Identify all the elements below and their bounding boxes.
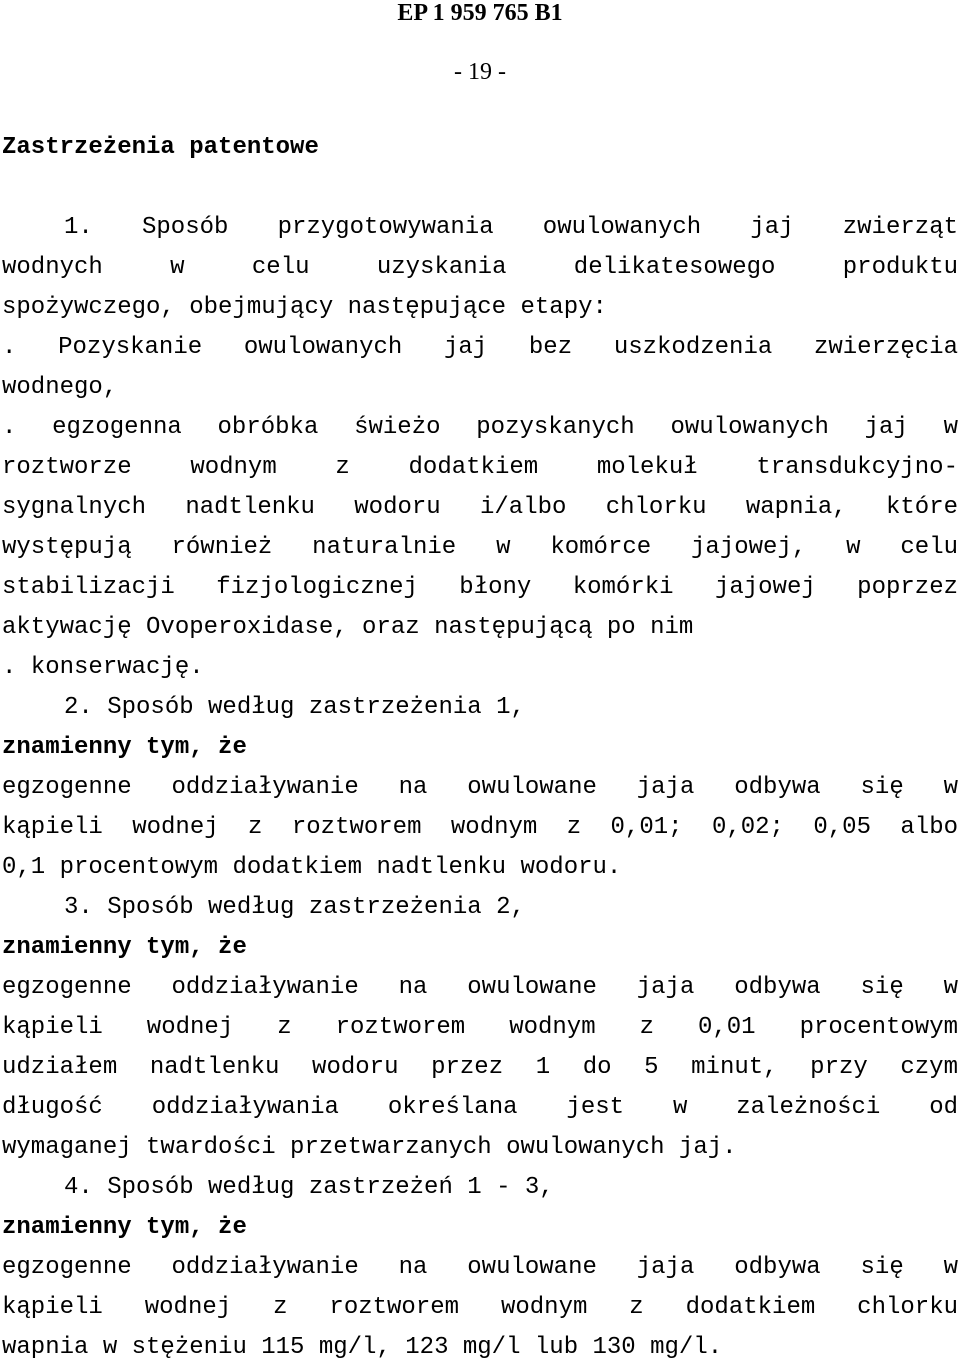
claim-4-characterizing-phrase: znamienny tym, że xyxy=(2,1214,247,1241)
claim-4-line: kąpieli wodnej z roztworem wodnym z dodatkiem chlorku xyxy=(2,1294,958,1321)
claim-4-line: 4. Sposób według zastrzeżeń 1 - 3, xyxy=(64,1174,554,1201)
claim-4-line: egzogenne oddziaływanie na owulowane jaja odbywa się w xyxy=(2,1254,958,1281)
claims-body xyxy=(2,128,958,1368)
claim-1-line: aktywację Ovoperoxidase, oraz następującą po nim xyxy=(2,614,694,641)
claim-3-line: udziałem nadtlenku wodoru przez 1 do 5 minut, przy czym xyxy=(2,1054,958,1081)
claim-3-characterizing-phrase: znamienny tym, że xyxy=(2,934,247,961)
section-title: Zastrzeżenia patentowe xyxy=(2,134,319,161)
claim-3-line: egzogenne oddziaływanie na owulowane jaja odbywa się w xyxy=(2,974,958,1001)
claim-1-line: występują również naturalnie w komórce jajowej, w celu xyxy=(2,534,958,561)
claim-3-line: 3. Sposób według zastrzeżenia 2, xyxy=(64,894,525,921)
claim-1-line: 1. Sposób przygotowywania owulowanych jaj zwierząt xyxy=(64,214,958,241)
claim-2-line: 0,1 procentowym dodatkiem nadtlenku wodoru. xyxy=(2,854,622,881)
claim-3-line: kąpieli wodnej z roztworem wodnym z 0,01 procentowym xyxy=(2,1014,958,1041)
claim-1-line: roztworze wodnym z dodatkiem molekuł transdukcyjno- xyxy=(2,454,958,481)
claim-1-line: wodnego, xyxy=(2,374,118,401)
spacer xyxy=(2,168,958,208)
claim-1-line: wodnych w celu uzyskania delikatesowego produktu xyxy=(2,254,958,281)
claim-1-line: . egzogenna obróbka świeżo pozyskanych owulowanych jaj w xyxy=(2,414,958,441)
claim-3-line: wymaganej twardości przetwarzanych owulowanych jaj. xyxy=(2,1134,737,1161)
claim-2-line: egzogenne oddziaływanie na owulowane jaja odbywa się w xyxy=(2,774,958,801)
claim-4-line: wapnia w stężeniu 115 mg/l, 123 mg/l lub 130 mg/l. xyxy=(2,1334,723,1361)
claim-2-characterizing-phrase: znamienny tym, że xyxy=(2,734,247,761)
claim-1-line: . konserwację. xyxy=(2,654,204,681)
claim-1-line: sygnalnych nadtlenku wodoru i/albo chlorku wapnia, które xyxy=(2,494,958,521)
page-number: - 19 - xyxy=(454,59,506,85)
claim-1-line: spożywczego, obejmujący następujące etapy: xyxy=(2,294,607,321)
claim-1-line: stabilizacji fizjologicznej błony komórki jajowej poprzez xyxy=(2,574,958,601)
claim-2-line: kąpieli wodnej z roztworem wodnym z 0,01; 0,02; 0,05 albo xyxy=(2,814,958,841)
document-number: EP 1 959 765 B1 xyxy=(397,0,563,26)
claim-2-line: 2. Sposób według zastrzeżenia 1, xyxy=(64,694,525,721)
claim-1-line: . Pozyskanie owulowanych jaj bez uszkodzenia zwierzęcia xyxy=(2,334,958,361)
claim-3-line: długość oddziaływania określana jest w zależności od xyxy=(2,1094,958,1121)
